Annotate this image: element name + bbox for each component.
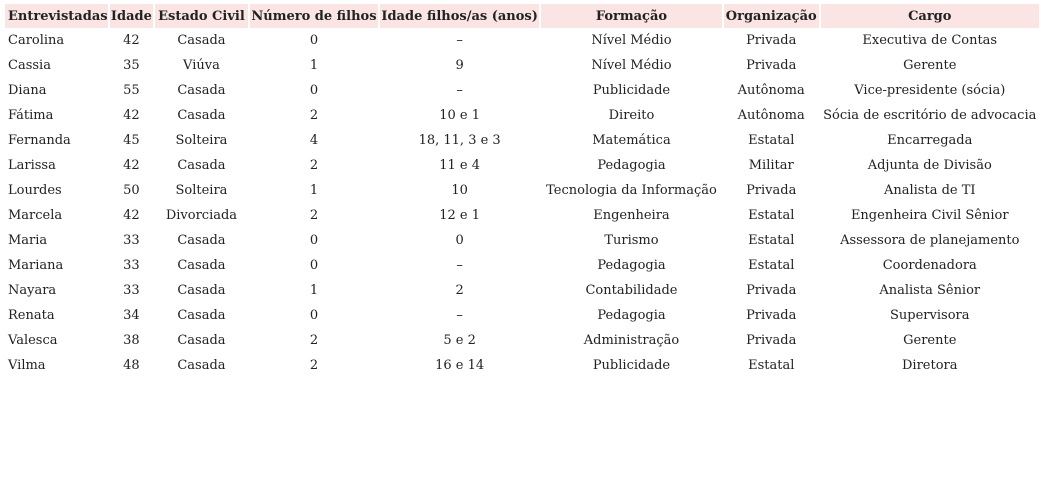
education-cell: Pedagogia: [597, 258, 666, 273]
organization-cell: Privada: [746, 283, 797, 298]
table-row: [5, 53, 1039, 78]
name-cell: Diana: [8, 83, 47, 98]
children-ages-cell: 11 e 4: [439, 158, 481, 173]
children-ages-cell: 10: [451, 183, 468, 198]
age-cell: 33: [123, 283, 140, 298]
table-row: [5, 203, 1039, 228]
marital-status-cell: Viúva: [183, 58, 220, 73]
children-count-cell: 2: [309, 108, 319, 123]
table-row: [5, 28, 1039, 53]
name-cell: Cassia: [8, 58, 51, 73]
children-count-cell: 0: [309, 258, 319, 273]
education-cell: Contabilidade: [585, 283, 678, 298]
position-cell: Assessora de planejamento: [840, 233, 1020, 248]
table-body: [5, 28, 1039, 378]
position-cell: Supervisora: [890, 308, 970, 323]
children-ages-cell: –: [456, 33, 463, 48]
position-cell: Vice-presidente (sócia): [854, 83, 1006, 98]
education-cell: Tecnologia da Informação: [546, 183, 717, 198]
organization-cell: Estatal: [748, 258, 795, 273]
age-cell: 45: [123, 133, 140, 148]
age-cell: 42: [123, 158, 140, 173]
age-cell: 48: [123, 358, 140, 373]
age-cell: 33: [123, 233, 140, 248]
name-cell: Maria: [8, 233, 48, 248]
name-cell: Renata: [8, 308, 55, 323]
table-row: [5, 153, 1039, 178]
children-ages-cell: –: [456, 83, 463, 98]
interviewees-table: [3, 4, 1041, 378]
marital-status-cell: Casada: [177, 33, 226, 48]
education-cell: Nível Médio: [591, 33, 672, 48]
marital-status-cell: Casada: [177, 333, 226, 348]
children-ages-cell: 10 e 1: [439, 108, 481, 123]
table-row: [5, 178, 1039, 203]
position-cell: Gerente: [903, 58, 957, 73]
table-row: [5, 328, 1039, 353]
position-cell: Executiva de Contas: [862, 33, 998, 48]
table-header-row: [5, 4, 1039, 28]
children-ages-cell: 2: [455, 283, 464, 298]
age-cell: 55: [123, 83, 140, 98]
education-cell: Nível Médio: [591, 58, 672, 73]
table-row: [5, 278, 1039, 303]
header-idade-filhos: Idade filhos/as (anos): [380, 4, 539, 28]
children-count-cell: 2: [309, 358, 319, 373]
education-cell: Engenheira: [593, 208, 670, 223]
marital-status-cell: Casada: [177, 258, 226, 273]
organization-cell: Autônoma: [737, 83, 805, 98]
organization-cell: Privada: [746, 308, 797, 323]
marital-status-cell: Casada: [177, 283, 226, 298]
organization-cell: Autônoma: [737, 108, 805, 123]
organization-cell: Estatal: [748, 358, 795, 373]
name-cell: Nayara: [8, 283, 57, 298]
table-row: [5, 128, 1039, 153]
marital-status-cell: Solteira: [175, 133, 228, 148]
education-cell: Matemática: [592, 133, 671, 148]
children-count-cell: 0: [309, 308, 319, 323]
marital-status-cell: Solteira: [175, 183, 228, 198]
position-cell: Analista de TI: [883, 183, 976, 198]
header-formacao: Formação: [541, 4, 722, 28]
children-ages-cell: 16 e 14: [435, 358, 485, 373]
position-cell: Diretora: [902, 358, 958, 373]
organization-cell: Privada: [746, 58, 797, 73]
children-ages-cell: –: [456, 258, 463, 273]
children-count-cell: 4: [309, 133, 319, 148]
position-cell: Adjunta de Divisão: [867, 158, 992, 173]
table-row: [5, 253, 1039, 278]
header-numero-de-filhos: Número de filhos: [250, 4, 379, 28]
education-cell: Administração: [583, 333, 680, 348]
table-row: [5, 103, 1039, 128]
header-organizacao: Organização: [724, 4, 819, 28]
children-count-cell: 0: [309, 83, 319, 98]
age-cell: 42: [123, 33, 140, 48]
organization-cell: Militar: [748, 158, 794, 173]
education-cell: Direito: [608, 108, 655, 123]
marital-status-cell: Casada: [177, 83, 226, 98]
position-cell: Coordenadora: [882, 258, 977, 273]
marital-status-cell: Casada: [177, 308, 226, 323]
organization-cell: Privada: [746, 183, 797, 198]
table-row: [5, 228, 1039, 253]
age-cell: 33: [123, 258, 140, 273]
children-count-cell: 0: [309, 233, 319, 248]
children-count-cell: 1: [309, 283, 319, 298]
name-cell: Fernanda: [8, 133, 71, 148]
education-cell: Turismo: [604, 233, 659, 248]
position-cell: Analista Sênior: [879, 283, 981, 298]
children-ages-cell: –: [456, 308, 463, 323]
children-count-cell: 2: [309, 158, 319, 173]
position-cell: Engenheira Civil Sênior: [850, 208, 1009, 223]
children-count-cell: 2: [309, 208, 319, 223]
header-cargo: Cargo: [821, 4, 1039, 28]
age-cell: 50: [123, 183, 140, 198]
education-cell: Pedagogia: [597, 158, 666, 173]
position-cell: Sócia de escritório de advocacia: [823, 108, 1037, 123]
organization-cell: Estatal: [748, 133, 795, 148]
children-ages-cell: 0: [455, 233, 464, 248]
marital-status-cell: Casada: [177, 158, 226, 173]
name-cell: Valesca: [8, 333, 58, 348]
education-cell: Publicidade: [592, 358, 671, 373]
header-estado-civil: Estado Civil: [155, 4, 247, 28]
age-cell: 42: [123, 108, 140, 123]
organization-cell: Estatal: [748, 233, 795, 248]
table-row: [5, 353, 1039, 378]
position-cell: Encarregada: [887, 133, 973, 148]
children-ages-cell: 12 e 1: [439, 208, 481, 223]
children-ages-cell: 18, 11, 3 e 3: [418, 133, 501, 148]
marital-status-cell: Divorciada: [165, 208, 238, 223]
name-cell: Lourdes: [8, 183, 62, 198]
organization-cell: Privada: [746, 33, 797, 48]
marital-status-cell: Casada: [177, 108, 226, 123]
age-cell: 35: [123, 58, 140, 73]
education-cell: Pedagogia: [597, 308, 666, 323]
header-idade: Idade: [110, 4, 154, 28]
name-cell: Carolina: [8, 33, 65, 48]
children-ages-cell: 5 e 2: [443, 333, 476, 348]
position-cell: Gerente: [903, 333, 957, 348]
education-cell: Publicidade: [592, 83, 671, 98]
children-ages-cell: 9: [455, 58, 464, 73]
children-count-cell: 0: [309, 33, 319, 48]
marital-status-cell: Casada: [177, 358, 226, 373]
age-cell: 38: [123, 333, 140, 348]
children-count-cell: 1: [309, 58, 319, 73]
name-cell: Marcela: [8, 208, 63, 223]
name-cell: Larissa: [8, 158, 56, 173]
organization-cell: Privada: [746, 333, 797, 348]
children-count-cell: 1: [309, 183, 319, 198]
marital-status-cell: Casada: [177, 233, 226, 248]
table-row: [5, 78, 1039, 103]
age-cell: 34: [123, 308, 140, 323]
table-row: [5, 303, 1039, 328]
name-cell: Mariana: [8, 258, 64, 273]
age-cell: 42: [123, 208, 140, 223]
organization-cell: Estatal: [748, 208, 795, 223]
children-count-cell: 2: [309, 333, 319, 348]
header-entrevistadas: Entrevistadas: [5, 4, 108, 28]
name-cell: Fátima: [8, 108, 54, 123]
name-cell: Vilma: [8, 358, 46, 373]
